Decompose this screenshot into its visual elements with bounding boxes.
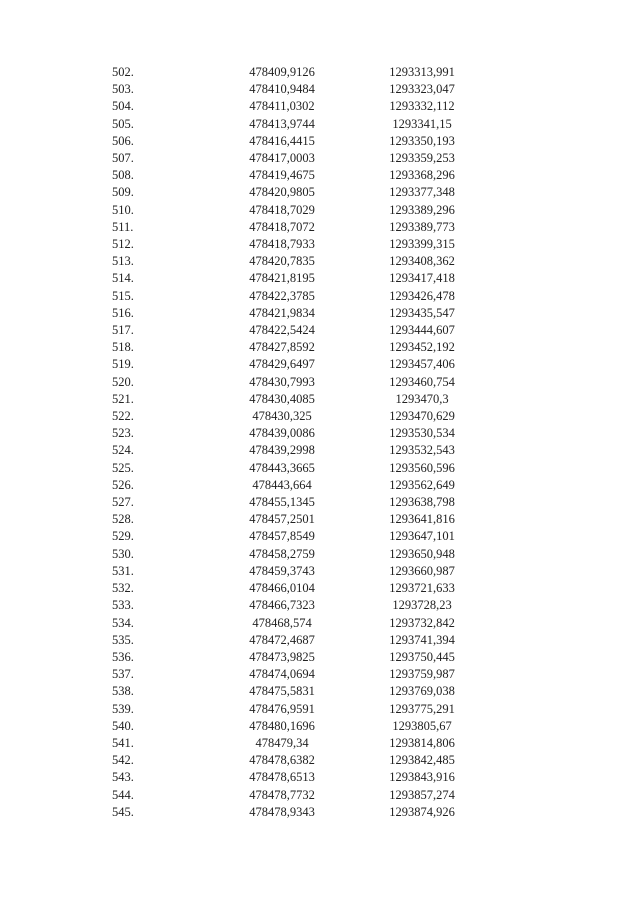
row-number: 535. bbox=[112, 632, 134, 647]
row-number: 512. bbox=[112, 237, 134, 252]
x-coordinate-cell: 478443,664 bbox=[252, 477, 312, 492]
x-coordinate-cell: 478439,2998 bbox=[249, 443, 315, 458]
table-row bbox=[112, 563, 512, 580]
x-coordinate-cell: 478478,9343 bbox=[249, 804, 315, 819]
table-row bbox=[112, 632, 512, 649]
table-row bbox=[112, 219, 512, 236]
row-number: 537. bbox=[112, 667, 134, 682]
row-number: 513. bbox=[112, 254, 134, 269]
x-coordinate-cell: 478480,1696 bbox=[249, 718, 315, 733]
row-number: 524. bbox=[112, 443, 134, 458]
table-row bbox=[112, 81, 512, 98]
table-row bbox=[112, 494, 512, 511]
y-coordinate-cell: 1293452,192 bbox=[389, 340, 455, 355]
row-number: 538. bbox=[112, 684, 134, 699]
row-number: 502. bbox=[112, 65, 134, 79]
table-row bbox=[112, 270, 512, 287]
y-coordinate-cell: 1293359,253 bbox=[389, 151, 455, 166]
y-coordinate-cell: 1293435,547 bbox=[389, 305, 455, 320]
row-number: 541. bbox=[112, 735, 134, 750]
row-number: 503. bbox=[112, 82, 134, 97]
row-number: 507. bbox=[112, 151, 134, 166]
x-coordinate-cell: 478459,3743 bbox=[249, 563, 315, 578]
row-number: 505. bbox=[112, 116, 134, 131]
x-coordinate-cell: 478413,9744 bbox=[249, 116, 315, 131]
y-coordinate-cell: 1293470,629 bbox=[389, 409, 455, 424]
x-coordinate-cell: 478417,0003 bbox=[249, 151, 315, 166]
x-coordinate-cell: 478430,325 bbox=[252, 409, 312, 424]
table-row bbox=[112, 477, 512, 494]
x-coordinate-cell: 478430,7993 bbox=[249, 374, 315, 389]
y-coordinate-cell: 1293426,478 bbox=[389, 288, 455, 303]
table-row bbox=[112, 615, 512, 632]
row-number: 526. bbox=[112, 477, 134, 492]
x-coordinate-cell: 478479,34 bbox=[255, 735, 309, 750]
table-row bbox=[112, 202, 512, 219]
y-coordinate-cell: 1293638,798 bbox=[389, 495, 455, 510]
row-number: 519. bbox=[112, 357, 134, 372]
y-coordinate-cell: 1293562,649 bbox=[389, 477, 455, 492]
row-number: 506. bbox=[112, 133, 134, 148]
row-number: 520. bbox=[112, 374, 134, 389]
y-coordinate-cell: 1293457,406 bbox=[389, 357, 455, 372]
table-row bbox=[112, 64, 512, 81]
table-row bbox=[112, 150, 512, 167]
y-coordinate-cell: 1293532,543 bbox=[389, 443, 455, 458]
table-row bbox=[112, 339, 512, 356]
y-coordinate-cell: 1293389,773 bbox=[389, 219, 455, 234]
table-row bbox=[112, 322, 512, 339]
table-row bbox=[112, 804, 512, 821]
table-row bbox=[112, 787, 512, 804]
table-row bbox=[112, 133, 512, 150]
row-number: 517. bbox=[112, 323, 134, 338]
y-coordinate-cell: 1293857,274 bbox=[389, 787, 455, 802]
row-number: 516. bbox=[112, 305, 134, 320]
row-number: 542. bbox=[112, 753, 134, 768]
row-number: 514. bbox=[112, 271, 134, 286]
y-coordinate-cell: 1293728,23 bbox=[392, 598, 452, 613]
coordinates-table bbox=[112, 64, 512, 821]
row-number: 533. bbox=[112, 598, 134, 613]
row-number: 543. bbox=[112, 770, 134, 785]
row-number: 522. bbox=[112, 409, 134, 424]
y-coordinate-cell: 1293313,991 bbox=[389, 65, 455, 79]
row-number: 529. bbox=[112, 529, 134, 544]
table-row bbox=[112, 666, 512, 683]
x-coordinate-cell: 478410,9484 bbox=[249, 82, 315, 97]
y-coordinate-cell: 1293444,607 bbox=[389, 323, 455, 338]
row-number: 540. bbox=[112, 718, 134, 733]
y-coordinate-cell: 1293647,101 bbox=[389, 529, 455, 544]
table-row bbox=[112, 580, 512, 597]
row-number: 511. bbox=[112, 219, 134, 234]
table-row bbox=[112, 374, 512, 391]
y-coordinate-cell: 1293377,348 bbox=[389, 185, 455, 200]
x-coordinate-cell: 478419,4675 bbox=[249, 168, 315, 183]
row-number: 536. bbox=[112, 649, 134, 664]
x-coordinate-cell: 478455,1345 bbox=[249, 495, 315, 510]
row-number: 544. bbox=[112, 787, 134, 802]
x-coordinate-cell: 478478,7732 bbox=[249, 787, 315, 802]
y-coordinate-cell: 1293470,3 bbox=[395, 391, 449, 406]
table-row bbox=[112, 442, 512, 459]
y-coordinate-cell: 1293350,193 bbox=[389, 133, 455, 148]
x-coordinate-cell: 478457,8549 bbox=[249, 529, 315, 544]
x-coordinate-cell: 478421,9834 bbox=[249, 305, 315, 320]
y-coordinate-cell: 1293721,633 bbox=[389, 581, 455, 596]
row-number: 539. bbox=[112, 701, 134, 716]
y-coordinate-cell: 1293323,047 bbox=[389, 82, 455, 97]
y-coordinate-cell: 1293530,534 bbox=[389, 426, 455, 441]
row-number: 534. bbox=[112, 615, 134, 630]
row-number: 523. bbox=[112, 426, 134, 441]
table-row bbox=[112, 167, 512, 184]
row-number: 525. bbox=[112, 460, 134, 475]
table-row bbox=[112, 752, 512, 769]
x-coordinate-cell: 478411,0302 bbox=[249, 99, 315, 114]
y-coordinate-cell: 1293560,596 bbox=[389, 460, 455, 475]
y-coordinate-cell: 1293843,916 bbox=[389, 770, 455, 785]
x-coordinate-cell: 478418,7933 bbox=[249, 237, 315, 252]
y-coordinate-cell: 1293750,445 bbox=[389, 649, 455, 664]
x-coordinate-cell: 478472,4687 bbox=[249, 632, 315, 647]
row-number: 510. bbox=[112, 202, 134, 217]
table-row bbox=[112, 184, 512, 201]
y-coordinate-cell: 1293389,296 bbox=[389, 202, 455, 217]
x-coordinate-cell: 478468,574 bbox=[252, 615, 312, 630]
x-coordinate-cell: 478427,8592 bbox=[249, 340, 315, 355]
x-coordinate-cell: 478466,0104 bbox=[249, 581, 315, 596]
y-coordinate-cell: 1293769,038 bbox=[389, 684, 455, 699]
table-row bbox=[112, 528, 512, 545]
table-row bbox=[112, 98, 512, 115]
x-coordinate-cell: 478458,2759 bbox=[249, 546, 315, 561]
row-number: 545. bbox=[112, 804, 134, 819]
y-coordinate-cell: 1293641,816 bbox=[389, 512, 455, 527]
x-coordinate-cell: 478421,8195 bbox=[249, 271, 315, 286]
x-coordinate-cell: 478443,3665 bbox=[249, 460, 315, 475]
y-coordinate-cell: 1293399,315 bbox=[389, 237, 455, 252]
y-coordinate-cell: 1293874,926 bbox=[389, 804, 455, 819]
y-coordinate-cell: 1293759,987 bbox=[389, 667, 455, 682]
x-coordinate-cell: 478476,9591 bbox=[249, 701, 315, 716]
row-number: 528. bbox=[112, 512, 134, 527]
row-number: 508. bbox=[112, 168, 134, 183]
x-coordinate-cell: 478418,7029 bbox=[249, 202, 315, 217]
row-number: 531. bbox=[112, 563, 134, 578]
x-coordinate-cell: 478430,4085 bbox=[249, 391, 315, 406]
y-coordinate-cell: 1293368,296 bbox=[389, 168, 455, 183]
y-coordinate-cell: 1293775,291 bbox=[389, 701, 455, 716]
row-number: 509. bbox=[112, 185, 134, 200]
table-row bbox=[112, 391, 512, 408]
x-coordinate-cell: 478474,0694 bbox=[249, 667, 315, 682]
x-coordinate-cell: 478416,4415 bbox=[249, 133, 315, 148]
table-row bbox=[112, 408, 512, 425]
x-coordinate-cell: 478420,7835 bbox=[249, 254, 315, 269]
y-coordinate-cell: 1293650,948 bbox=[389, 546, 455, 561]
row-number: 527. bbox=[112, 495, 134, 510]
x-coordinate-cell: 478478,6513 bbox=[249, 770, 315, 785]
table-row bbox=[112, 236, 512, 253]
y-coordinate-cell: 1293460,754 bbox=[389, 374, 455, 389]
table-row bbox=[112, 683, 512, 700]
table-row bbox=[112, 425, 512, 442]
row-number: 515. bbox=[112, 288, 134, 303]
y-coordinate-cell: 1293332,112 bbox=[389, 99, 455, 114]
x-coordinate-cell: 478422,5424 bbox=[249, 323, 315, 338]
x-coordinate-cell: 478466,7323 bbox=[249, 598, 315, 613]
y-coordinate-cell: 1293741,394 bbox=[389, 632, 455, 647]
row-number: 532. bbox=[112, 581, 134, 596]
x-coordinate-cell: 478478,6382 bbox=[249, 753, 315, 768]
x-coordinate-cell: 478409,9126 bbox=[249, 65, 315, 79]
y-coordinate-cell: 1293814,806 bbox=[389, 735, 455, 750]
y-coordinate-cell: 1293341,15 bbox=[392, 116, 452, 131]
x-coordinate-cell: 478473,9825 bbox=[249, 649, 315, 664]
y-coordinate-cell: 1293660,987 bbox=[389, 563, 455, 578]
table-row bbox=[112, 718, 512, 735]
table-row bbox=[112, 735, 512, 752]
y-coordinate-cell: 1293842,485 bbox=[389, 753, 455, 768]
x-coordinate-cell: 478439,0086 bbox=[249, 426, 315, 441]
table-row bbox=[112, 597, 512, 614]
y-coordinate-cell: 1293417,418 bbox=[389, 271, 455, 286]
table-row bbox=[112, 511, 512, 528]
table-row bbox=[112, 649, 512, 666]
table-row bbox=[112, 253, 512, 270]
x-coordinate-cell: 478418,7072 bbox=[249, 219, 315, 234]
x-coordinate-cell: 478420,9805 bbox=[249, 185, 315, 200]
x-coordinate-cell: 478475,5831 bbox=[249, 684, 315, 699]
x-coordinate-cell: 478457,2501 bbox=[249, 512, 315, 527]
row-number: 521. bbox=[112, 391, 134, 406]
table-row bbox=[112, 460, 512, 477]
row-number: 530. bbox=[112, 546, 134, 561]
y-coordinate-cell: 1293732,842 bbox=[389, 615, 455, 630]
x-coordinate-cell: 478422,3785 bbox=[249, 288, 315, 303]
y-coordinate-cell: 1293408,362 bbox=[389, 254, 455, 269]
x-coordinate-cell: 478429,6497 bbox=[249, 357, 315, 372]
table-row bbox=[112, 288, 512, 305]
coordinates-table-body bbox=[112, 64, 512, 821]
row-number: 504. bbox=[112, 99, 134, 114]
table-row bbox=[112, 305, 512, 322]
table-row bbox=[112, 116, 512, 133]
y-coordinate-cell: 1293805,67 bbox=[392, 718, 452, 733]
row-number: 518. bbox=[112, 340, 134, 355]
table-row bbox=[112, 356, 512, 373]
table-row bbox=[112, 701, 512, 718]
table-row bbox=[112, 769, 512, 786]
table-row bbox=[112, 546, 512, 563]
